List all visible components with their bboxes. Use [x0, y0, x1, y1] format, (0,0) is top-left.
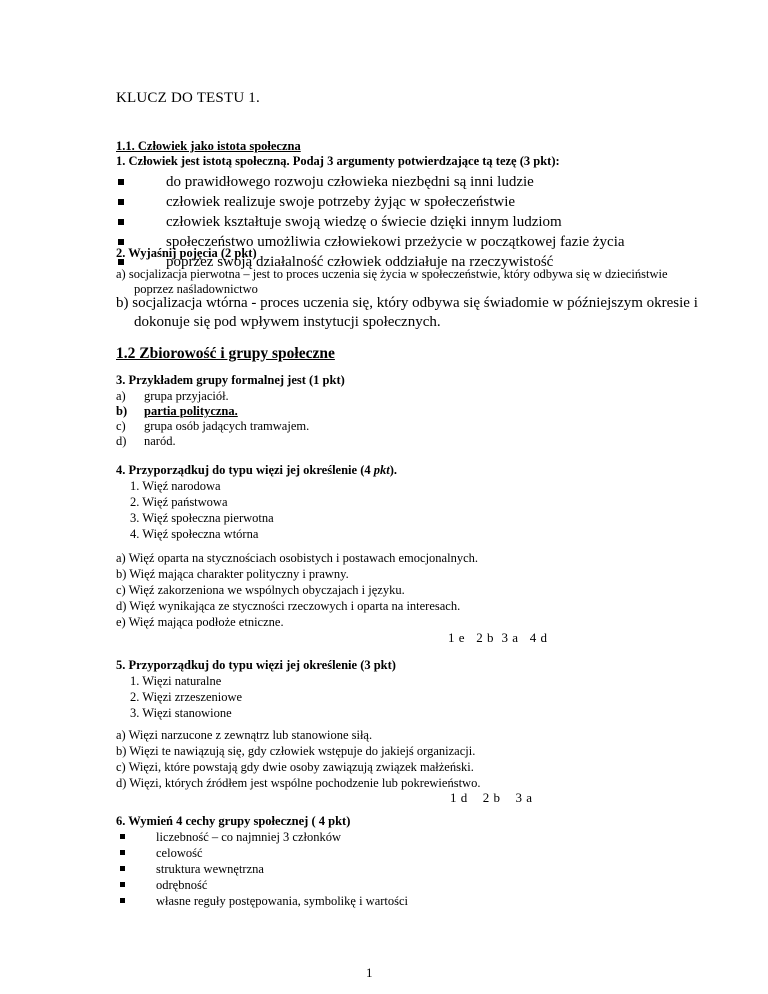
list-item: własne reguły postępowania, symbolikę i wartości	[116, 893, 408, 909]
question-4-types	[116, 478, 274, 542]
list-item: a) grupa przyjaciół.	[116, 389, 229, 403]
list-item: 4. Więź społeczna wtórna	[130, 527, 259, 541]
question-6-answers	[116, 829, 408, 909]
definition-a: a) socjalizacja pierwotna – jest to proces uczenia się życia w społeczeństwie, który odbywa się w dzieciństwie poprzez naśladownictwo	[116, 267, 668, 296]
question-3-prompt: 3. Przykładem grupy formalnej jest (1 pkt)	[116, 373, 345, 387]
list-item: 3. Więź społeczna pierwotna	[130, 511, 274, 525]
list-item: liczebność – co najmniej 3 członków	[116, 829, 408, 845]
document-title: KLUCZ DO TESTU 1.	[116, 90, 260, 106]
bullet-square-icon	[118, 219, 124, 225]
list-item: struktura wewnętrzna	[116, 861, 408, 877]
list-item: c) Więzi, które powstają gdy dwie osoby zawiązują związek małżeński.	[116, 760, 474, 774]
definition-b: b) socjalizacja wtórna - proces uczenia się, który odbywa się świadomie w późniejszym okresie i dokonuje się pod wpływem instytucji społecznych.	[116, 295, 698, 330]
list-item: poprzez swoją działalność człowiek oddziałuje na rzeczywistość	[116, 252, 625, 272]
bullet-square-icon	[120, 898, 125, 903]
question-1-prompt: 1. Człowiek jest istotą społeczną. Podaj 3 argumenty potwierdzające tą tezę (3 pkt):	[116, 154, 560, 168]
list-item: d) Więź wynikająca ze styczności rzeczowych i oparta na interesach.	[116, 599, 461, 613]
list-item: b) Więzi te nawiązują się, gdy człowiek wstępuje do jakiejś organizacji.	[116, 744, 476, 758]
question-5-types	[116, 673, 242, 721]
bullet-square-icon	[118, 199, 124, 205]
list-item: odrębność	[116, 877, 408, 893]
page-number: 1	[366, 965, 373, 980]
bullet-square-icon	[120, 850, 125, 855]
list-item: c) grupa osób jadących tramwajem.	[116, 419, 310, 433]
list-item: 2. Więzi zrzeszeniowe	[130, 690, 243, 704]
list-item: d) Więzi, których źródłem jest wspólne pochodzenie lub pokrewieństwo.	[116, 776, 481, 790]
question-6-prompt: 6. Wymień 4 cechy grupy społecznej ( 4 pkt)	[116, 814, 351, 828]
question-4-prompt: 4. Przyporządkuj do typu więzi jej określenie (4 pkt).	[116, 463, 398, 477]
list-item: 1. Więzi naturalne	[130, 674, 222, 688]
list-item: człowiek kształtuje swoją wiedzę o świecie dzięki innym ludziom	[116, 212, 625, 232]
question-4-answer: 1 e 2 b 3 a 4 d	[448, 630, 548, 645]
list-item: człowiek realizuje swoje potrzeby żyjąc w społeczeństwie	[116, 192, 625, 212]
question-5-answer: 1 d 2 b 3 a	[450, 790, 533, 805]
question-2-prompt: 2. Wyjaśnij pojęcia (2 pkt)	[116, 246, 257, 260]
list-item: a) Więzi narzucone z zewnątrz lub stanowione siłą.	[116, 728, 373, 742]
list-item: 1. Więź narodowa	[130, 479, 221, 493]
question-3-options	[116, 389, 309, 449]
section-heading-1-1: 1.1. Człowiek jako istota społeczna	[116, 139, 301, 153]
bullet-square-icon	[118, 239, 124, 245]
list-item: 2. Więź państwowa	[130, 495, 228, 509]
list-item: c) Więź zakorzeniona we wspólnych obyczajach i języku.	[116, 583, 405, 597]
question-4-definitions	[116, 550, 478, 630]
list-item: celowość	[116, 845, 408, 861]
bullet-square-icon	[120, 866, 125, 871]
question-5-prompt: 5. Przyporządkuj do typu więzi jej określenie (3 pkt)	[116, 658, 396, 672]
correct-option: b) partia polityczna.	[116, 404, 238, 418]
list-item: 3. Więzi stanowione	[130, 706, 232, 720]
bullet-square-icon	[120, 882, 125, 887]
list-item: a) Więź oparta na stycznościach osobistych i postawach emocjonalnych.	[116, 551, 478, 565]
bullet-square-icon	[118, 179, 124, 185]
list-item: d) naród.	[116, 434, 176, 448]
section-heading-1-2: 1.2 Zbiorowość i grupy społeczne	[116, 345, 335, 362]
list-item: b) Więź mająca charakter polityczny i prawny.	[116, 567, 349, 581]
list-item: społeczeństwo umożliwia człowiekowi przeżycie w początkowej fazie życia	[116, 232, 625, 252]
list-item: e) Więź mająca podłoże etniczne.	[116, 615, 284, 629]
list-item: do prawidłowego rozwoju człowieka niezbędni są inni ludzie	[116, 172, 625, 192]
question-5-definitions	[116, 727, 480, 791]
bullet-square-icon	[120, 834, 125, 839]
